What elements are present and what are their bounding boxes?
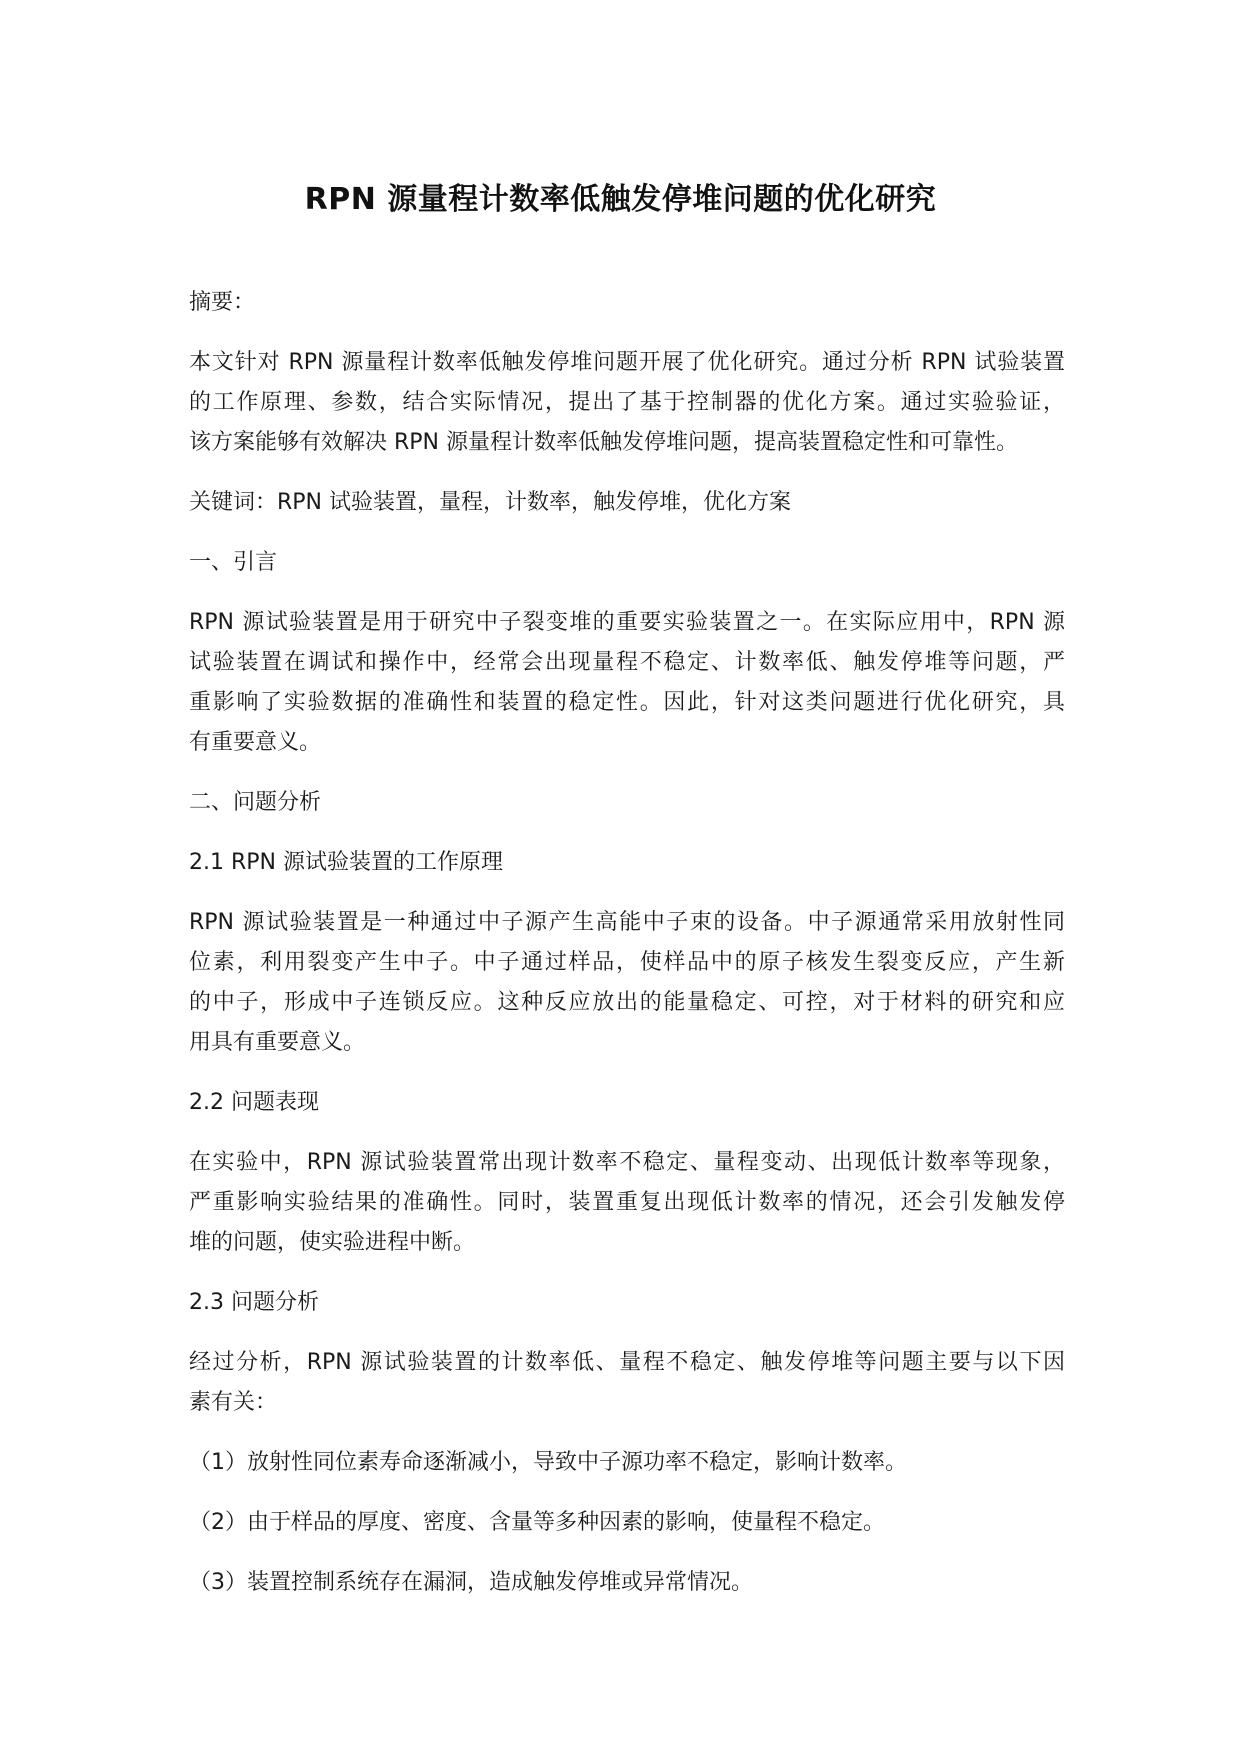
problem-manifestation-line: 严重影响实验结果的准确性。同时，装置重复出现低计数率的情况，还会引发触发停 [189, 1190, 1065, 1215]
abstract-paragraph [189, 343, 1065, 463]
working-principle-paragraph [189, 903, 1065, 1063]
working-principle-line: 的中子，形成中子连锁反应。这种反应放出的能量稳定、可控，对于材料的研究和应 [189, 990, 1065, 1015]
document-body [189, 283, 1065, 1623]
factor-item: （1）放射性同位素寿命逐渐减小，导致中子源功率不稳定，影响计数率。 [189, 1450, 907, 1475]
introduction-line: 试验装置在调试和操作中，经常会出现量程不稳定、计数率低、触发停堆等问题，严 [189, 650, 1065, 675]
problem-manifestation-line: 在实验中，RPN 源试验装置常出现计数率不稳定、量程变动、出现低计数率等现象， [189, 1150, 1065, 1175]
factor-item: （2）由于样品的厚度、密度、含量等多种因素的影响，使量程不稳定。 [189, 1510, 885, 1535]
factor-item: （3）装置控制系统存在漏洞，造成触发停堆或异常情况。 [189, 1570, 753, 1595]
problem-manifestation-paragraph [189, 1143, 1065, 1263]
working-principle-line: 用具有重要意义。 [189, 1030, 366, 1055]
problem-manifestation-line: 堆的问题，使实验进程中断。 [189, 1230, 476, 1255]
document-title: RPN 源量程计数率低触发停堆问题的优化研究 [304, 182, 937, 217]
abstract-line: 该方案能够有效解决 RPN 源量程计数率低触发停堆问题，提高装置稳定性和可靠性。 [189, 430, 1018, 455]
introduction-paragraph [189, 603, 1065, 763]
problem-analysis-paragraph [189, 1343, 1065, 1423]
subsection-heading-2-1: 2.1 RPN 源试验装置的工作原理 [189, 850, 503, 875]
working-principle-line: 位素，利用裂变产生中子。中子通过样品，使样品中的原子核发生裂变反应，产生新 [189, 950, 1065, 975]
abstract-line: 的工作原理、参数，结合实际情况，提出了基于控制器的优化方案。通过实验验证， [189, 390, 1065, 415]
subsection-heading-2-2: 2.2 问题表现 [189, 1090, 319, 1115]
problem-analysis-line: 素有关： [189, 1390, 278, 1415]
introduction-line: 有重要意义。 [189, 730, 322, 755]
abstract-line: 本文针对 RPN 源量程计数率低触发停堆问题开展了优化研究。通过分析 RPN 试验装置 [189, 350, 1065, 375]
section-heading-problem-analysis: 二、问题分析 [189, 790, 322, 815]
section-heading-introduction: 一、引言 [189, 550, 278, 575]
working-principle-line: RPN 源试验装置是一种通过中子源产生高能中子束的设备。中子源通常采用放射性同 [189, 910, 1065, 935]
introduction-line: RPN 源试验装置是用于研究中子裂变堆的重要实验装置之一。在实际应用中，RPN 源 [189, 610, 1065, 635]
subsection-heading-2-3: 2.3 问题分析 [189, 1290, 319, 1315]
keywords: 关键词：RPN 试验装置，量程，计数率，触发停堆，优化方案 [189, 490, 792, 515]
problem-analysis-line: 经过分析，RPN 源试验装置的计数率低、量程不稳定、触发停堆等问题主要与以下因 [189, 1350, 1065, 1375]
abstract-label: 摘要： [189, 290, 256, 315]
introduction-line: 重影响了实验数据的准确性和装置的稳定性。因此，针对这类问题进行优化研究，具 [189, 690, 1065, 715]
